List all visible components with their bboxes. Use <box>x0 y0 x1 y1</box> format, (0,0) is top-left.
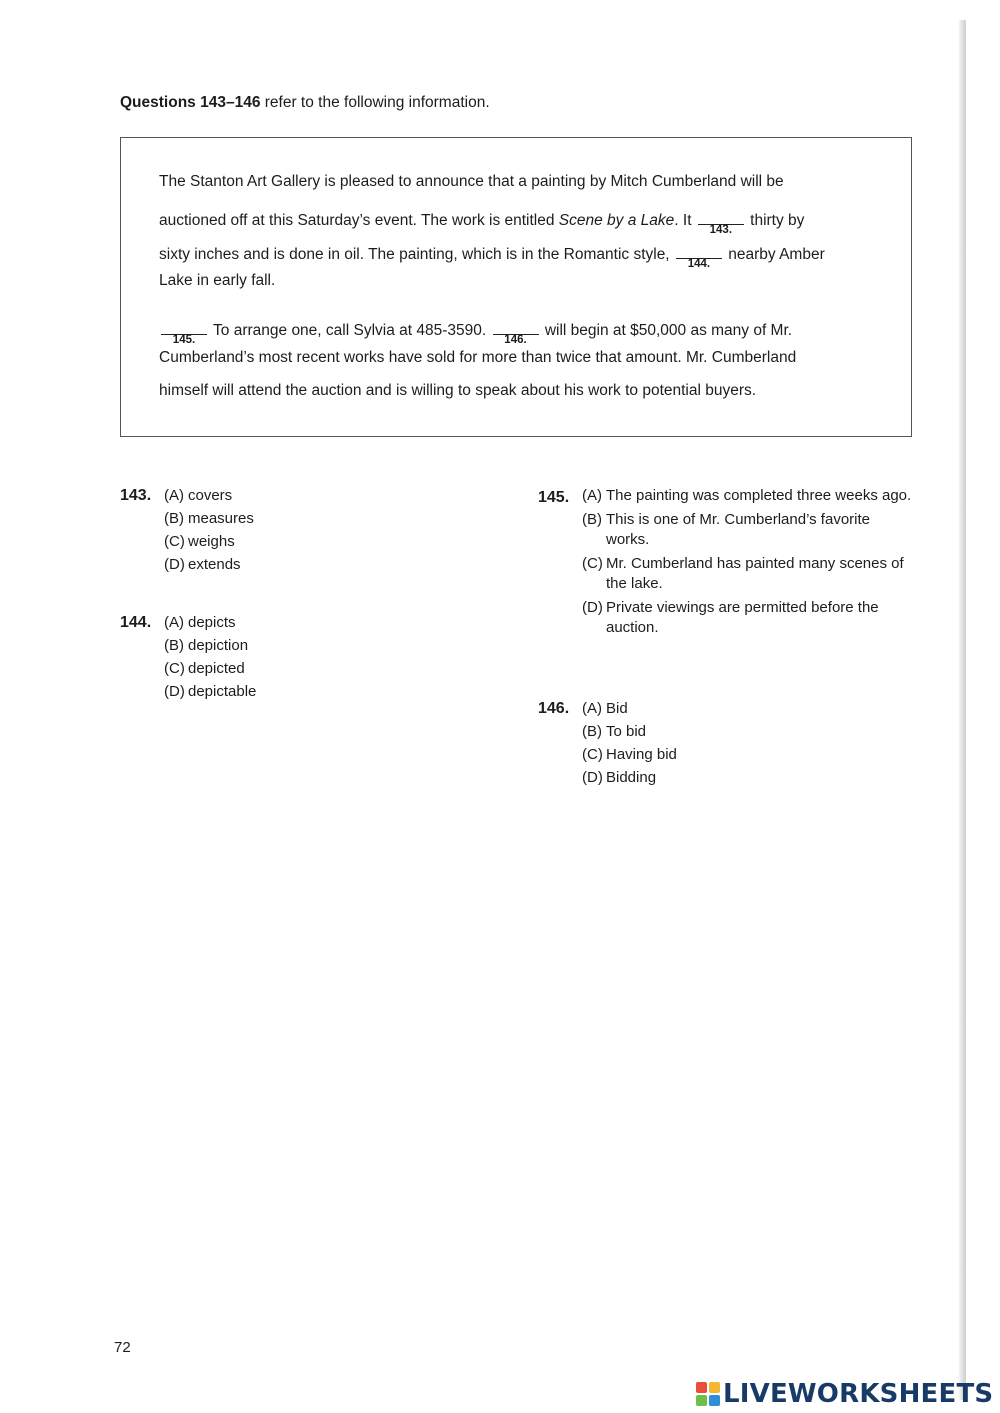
option-143-c[interactable]: (C) weighs <box>164 533 235 550</box>
blank-144[interactable]: 144. <box>676 240 722 259</box>
option-143-b[interactable]: (B) measures <box>164 510 254 527</box>
question-143: 143. (A) covers (B) measures (C) weighs (D) extends <box>120 484 420 576</box>
brand-name: LIVEWORKSHEETS <box>723 1379 994 1409</box>
heading-rest: refer to the following information. <box>260 94 490 111</box>
question-144: 144. (A) depicts (B) depiction (C) depicted (D) depictable <box>120 611 420 703</box>
option-143-a[interactable]: (A) covers <box>164 487 233 504</box>
option-144-c[interactable]: (C) depicted <box>164 660 245 677</box>
blank-143[interactable]: 143. <box>698 206 744 225</box>
passage-line-5: 145. To arrange one, call Sylvia at 485-3590. 146. will begin at $50,000 as many of Mr. <box>159 316 792 340</box>
passage-line-6: Cumberland’s most recent works have sold for more than twice that amount. Mr. Cumberland <box>159 349 797 366</box>
questions-heading <box>120 94 490 112</box>
painting-title: Scene by a Lake <box>558 212 675 229</box>
option-146-c[interactable]: (C) Having bid <box>582 746 677 763</box>
passage-line-3: sixty inches and is done in oil. The painting, which is in the Romantic style, 144. nearby Amber <box>159 240 825 264</box>
question-146: 146. (A) Bid (B) To bid (C) Having bid (D) Bidding <box>538 697 838 789</box>
liveworksheets-brand <box>695 1377 993 1411</box>
option-145-a[interactable]: (A) The painting was completed three weeks ago. <box>582 487 912 504</box>
blank-146[interactable]: 146. <box>493 316 539 335</box>
page-number: 72 <box>114 1339 131 1356</box>
option-145-c[interactable]: (C) Mr. Cumberland has painted many scenes of the lake. <box>582 554 904 592</box>
option-143-d[interactable]: (D) extends <box>164 556 241 573</box>
option-144-d[interactable]: (D) depictable <box>164 683 257 700</box>
scan-shadow-edge <box>958 20 966 1400</box>
passage-box <box>120 137 912 437</box>
passage-line-7: himself will attend the auction and is willing to speak about his work to potential buyers. <box>159 382 757 399</box>
passage-line-1: The Stanton Art Gallery is pleased to announce that a painting by Mitch Cumberland will be <box>159 173 784 190</box>
liveworksheets-logo-icon <box>695 1381 721 1407</box>
option-145-d[interactable]: (D) Private viewings are permitted before the auction. <box>582 598 879 636</box>
option-146-b[interactable]: (B) To bid <box>582 723 647 740</box>
passage-line-2: auctioned off at this Saturday’s event. The work is entitled Scene by a Lake. It 143. thirty by <box>159 206 804 230</box>
option-145-b[interactable]: (B) This is one of Mr. Cumberland’s favorite works. <box>582 510 871 548</box>
option-144-a[interactable]: (A) depicts <box>164 614 236 631</box>
blank-145[interactable]: 145. <box>161 316 207 335</box>
passage-line-4: Lake in early fall. <box>159 272 276 289</box>
option-146-a[interactable]: (A) Bid <box>582 700 628 717</box>
question-range: Questions 143–146 <box>120 94 261 111</box>
option-144-b[interactable]: (B) depiction <box>164 637 249 654</box>
option-146-d[interactable]: (D) Bidding <box>582 769 657 786</box>
question-145: 145. (A) The painting was completed three weeks ago. (B) This is one of Mr. Cumberland’s favorite works. (C) Mr. Cumberland has painted many scenes of the lake. (D) Private viewings are permitted before the auction. <box>538 486 916 642</box>
